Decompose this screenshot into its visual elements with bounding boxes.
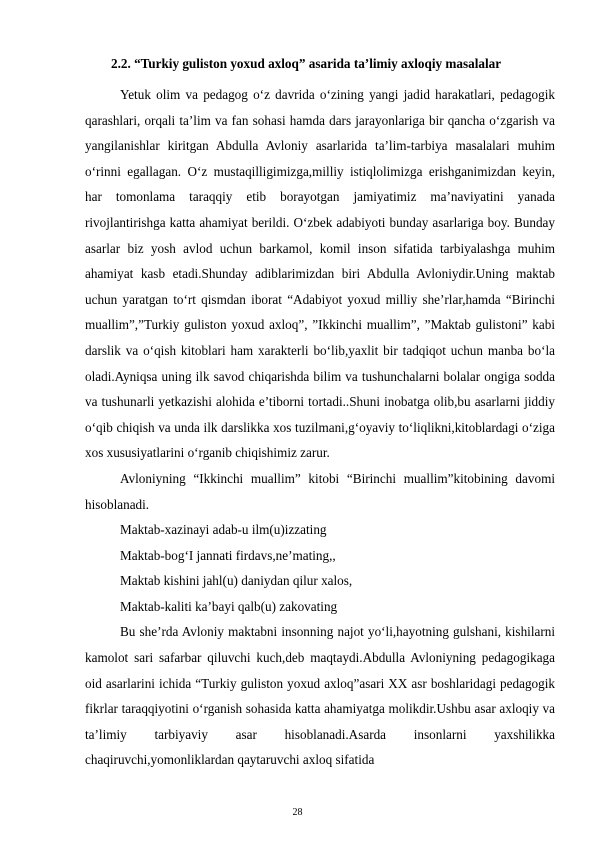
body-paragraph: Yetuk olim va pedagog o‘z davrida o‘zining yangi jadid harakatlari, pedagogik qarashlari, orqali ta’lim va fan sohasi hamda dars jarayonlariga bir qancha o‘zgarish va yangilanishlar kiritgan Abdulla Avloniy asarlarida ta’lim-tarbiya masalalari muhim o‘rinni egallagan. O‘z mustaqilligimizga,milliy istiqlolimizga erishganimizdan keyin, har tomonlama taraqqiy etib borayotgan jamiyatimiz ma’naviyatini yanada rivojlantirishga katta ahamiyat berildi. O‘zbek adabiyoti bunday asarlariga boy. Bunday asarlar biz yosh avlod uchun barkamol, komil inson sifatida tarbiyalashga muhim ahamiyat kasb etadi.Shunday adiblarimizdan biri Abdulla Avloniydir.Uning maktab uchun yaratgan to‘rt qismdan iborat “Adabiyot yoxud milliy she’rlar,hamda “Birinchi muallim”,”Turkiy guliston yoxud axloq”, ”Ikkinchi muallim”, ”Maktab gulistoni” kabi darslik va o‘qish kitoblari ham xarakterli bo‘lib,yaxlit bir tadqiqot uchun manba bo‘la oladi.Ayniqsa uning ilk savod chiqarishda bilim va tushunchalarni bolalar ongiga sodda va tushunarli yetkazishi alohida e’tiborni tortadi..Shuni inobatga olib,bu asarlarni jiddiy o‘qib chiqish va unda ilk darslikka xos tuzilmani,g‘oyaviy to‘liqlikni,kitoblardagi o‘ziga xos xususiyatlarini o‘rganib chiqishimiz zarur. [85, 87, 555, 461]
document-body [85, 82, 555, 773]
verse-line: Maktab-bog‘I jannati firdavs,ne’mating,, [120, 547, 336, 563]
verse-line: Maktab-xazinayi adab-u ilm(u)izzating [120, 522, 327, 538]
body-paragraph: Bu she’rda Avloniy maktabni insonning najot yo‘li,hayotning gulshani, kishilarni kamolot sari safarbar qiluvchi kuch,deb maqtaydi.Abdulla Avloniyning pedagogikaga oid asarlarini ichida “Turkiy guliston yoxud axloq”asari XX asr boshlaridagi pedagogik fikrlar taraqqiyotini o‘rganish sohasida katta ahamiyatga molikdir.Ushbu asar axloqiy va ta’limiy tarbiyaviy asar hisoblanadi.Asarda insonlarni yaxshilikka chaqiruvchi,yomonliklardan qaytaruvchi axloq sifatida [85, 624, 555, 768]
body-paragraph: Avloniyning “Ikkinchi muallim” kitobi “Birinchi muallim”kitobining davomi hisoblanadi. [85, 470, 555, 512]
verse-line: Maktab-kaliti ka’bayi qalb(u) zakovating [120, 598, 338, 614]
page-number: 28 [292, 807, 303, 818]
section-heading: 2.2. “Turkiy guliston yoxud axloq” asarida ta’limiy axloqiy masalalar [111, 56, 502, 71]
verse-line: Maktab kishini jahl(u) daniydan qilur xalos, [120, 573, 353, 589]
